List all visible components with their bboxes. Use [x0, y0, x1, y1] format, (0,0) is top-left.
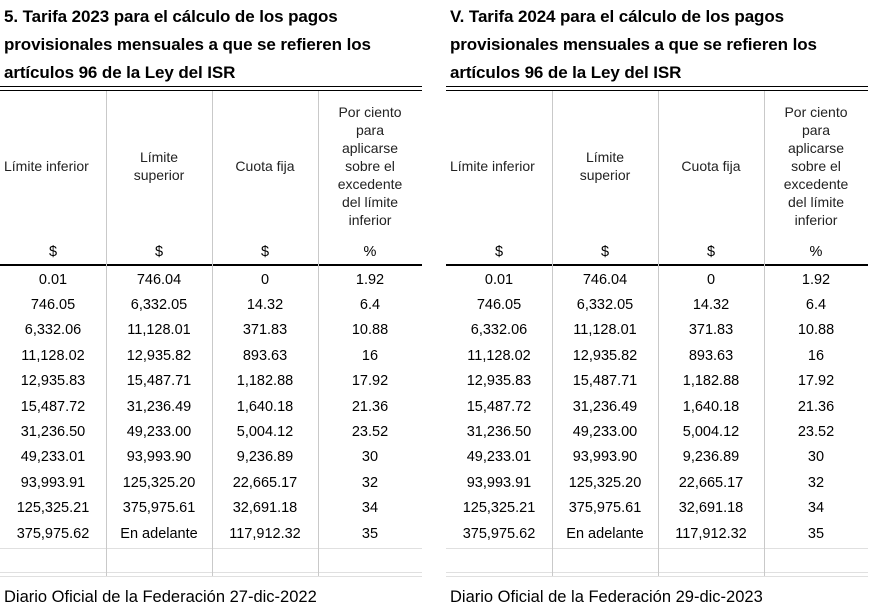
table-cell-cuota-fija: 371.83 [688, 322, 734, 339]
table-cell-limite-superior: 125,325.20 [568, 474, 642, 491]
table-cell-limite-superior: En adelante [120, 525, 198, 542]
table-cell-por-ciento: 6.4 [805, 297, 827, 314]
source-footer: Diario Oficial de la Federación 29-dic-2023 [450, 588, 763, 606]
unit-limite-inferior: $ [494, 244, 504, 260]
table-cell-limite-inferior: 6,332.06 [470, 322, 528, 339]
table-cell-limite-superior: 12,935.82 [572, 347, 638, 364]
table-cell-por-ciento: 21.36 [797, 398, 835, 415]
table-cell-por-ciento: 10.88 [351, 322, 389, 339]
header-limite-inferior: Límite inferior [4, 157, 89, 174]
table-cell-limite-inferior: 15,487.72 [20, 398, 86, 415]
table-cell-limite-inferior: 12,935.83 [20, 373, 86, 390]
table-cell-limite-superior: 15,487.71 [126, 373, 192, 390]
tarifa-2024-panel [446, 0, 868, 610]
table-cell-limite-superior: En adelante [566, 525, 644, 542]
source-footer: Diario Oficial de la Federación 27-dic-2022 [4, 588, 317, 606]
table-cell-cuota-fija: 14.32 [692, 297, 730, 314]
unit-limite-inferior: $ [48, 244, 58, 260]
unit-limite-superior: $ [600, 244, 610, 260]
unit-por-ciento: % [363, 244, 377, 260]
table-cell-limite-superior: 31,236.49 [126, 398, 192, 415]
table-cell-cuota-fija: 0 [706, 271, 716, 288]
table-cell-limite-inferior: 49,233.01 [466, 449, 532, 466]
table-cell-por-ciento: 30 [361, 449, 379, 466]
table-cell-por-ciento: 1.92 [355, 271, 385, 288]
table-cell-limite-superior: 375,975.61 [568, 500, 642, 517]
table-cell-cuota-fija: 9,236.89 [682, 449, 740, 466]
grid-line [446, 576, 868, 577]
table-cell-cuota-fija: 893.63 [242, 347, 288, 364]
table-cell-por-ciento: 17.92 [797, 373, 835, 390]
table-cell-por-ciento: 21.36 [351, 398, 389, 415]
table-cell-cuota-fija: 14.32 [246, 297, 284, 314]
header-cuota-fija: Cuota fija [681, 157, 741, 174]
table-cell-cuota-fija: 1,640.18 [682, 398, 740, 415]
table-cell-cuota-fija: 117,912.32 [675, 525, 747, 542]
grid-line [0, 576, 422, 577]
table-cell-limite-superior: 93,993.90 [126, 449, 192, 466]
table-cell-limite-inferior: 0.01 [484, 271, 514, 288]
table-cell-limite-inferior: 746.05 [30, 297, 76, 314]
grid-line [0, 572, 422, 573]
table-cell-por-ciento: 17.92 [351, 373, 389, 390]
table-cell-cuota-fija: 9,236.89 [236, 449, 294, 466]
table-cell-limite-inferior: 0.01 [38, 271, 68, 288]
table-title: V. Tarifa 2024 para el cálculo de los pagos provisionales mensuales a que se refieren los artículos 96 de la Ley del ISR [450, 7, 817, 82]
table-cell-limite-inferior: 375,975.62 [16, 525, 90, 542]
unit-cuota-fija: $ [706, 244, 716, 260]
table-cell-limite-inferior: 49,233.01 [20, 449, 86, 466]
table-cell-por-ciento: 35 [361, 525, 379, 542]
table-cell-limite-superior: 12,935.82 [126, 347, 192, 364]
table-cell-cuota-fija: 1,182.88 [236, 373, 294, 390]
table-cell-limite-inferior: 31,236.50 [20, 424, 86, 441]
table-cell-limite-inferior: 125,325.21 [16, 500, 90, 517]
table-cell-limite-inferior: 746.05 [476, 297, 522, 314]
table-cell-por-ciento: 23.52 [351, 424, 389, 441]
table-cell-limite-inferior: 12,935.83 [466, 373, 532, 390]
table-cell-por-ciento: 32 [807, 474, 825, 491]
table-cell-por-ciento: 16 [361, 347, 379, 364]
header-limite-superior: Límite superior [133, 148, 185, 183]
grid-line [446, 548, 868, 549]
table-title: 5. Tarifa 2023 para el cálculo de los pagos provisionales mensuales a que se refieren los artículos 96 de la Ley del ISR [4, 7, 371, 82]
table-cell-cuota-fija: 0 [260, 271, 270, 288]
table-cell-limite-superior: 125,325.20 [122, 474, 196, 491]
table-cell-limite-superior: 31,236.49 [572, 398, 638, 415]
table-cell-cuota-fija: 22,665.17 [232, 474, 298, 491]
header-limite-superior: Límite superior [579, 148, 631, 183]
table-cell-limite-inferior: 375,975.62 [462, 525, 536, 542]
table-cell-cuota-fija: 117,912.32 [229, 525, 301, 542]
table-cell-por-ciento: 35 [807, 525, 825, 542]
rule [0, 264, 422, 266]
table-cell-limite-superior: 746.04 [582, 271, 628, 288]
grid-line [0, 548, 422, 549]
table-cell-limite-inferior: 93,993.91 [466, 474, 532, 491]
header-por-ciento: Por ciento para aplicarse sobre el excedente del límite inferior [337, 103, 403, 228]
table-cell-cuota-fija: 1,182.88 [682, 373, 740, 390]
table-cell-limite-inferior: 31,236.50 [466, 424, 532, 441]
header-cuota-fija: Cuota fija [235, 157, 295, 174]
table-cell-cuota-fija: 32,691.18 [232, 500, 298, 517]
unit-por-ciento: % [809, 244, 823, 260]
table-cell-cuota-fija: 371.83 [242, 322, 288, 339]
table-cell-cuota-fija: 32,691.18 [678, 500, 744, 517]
table-cell-limite-superior: 11,128.01 [127, 322, 191, 339]
table-cell-por-ciento: 1.92 [801, 271, 831, 288]
table-cell-limite-inferior: 11,128.02 [21, 347, 85, 364]
rule [446, 86, 868, 87]
table-cell-por-ciento: 34 [807, 500, 825, 517]
table-cell-limite-superior: 375,975.61 [122, 500, 196, 517]
rule [0, 86, 422, 87]
table-cell-cuota-fija: 22,665.17 [678, 474, 744, 491]
table-cell-por-ciento: 10.88 [797, 322, 835, 339]
table-cell-limite-superior: 15,487.71 [572, 373, 638, 390]
table-cell-cuota-fija: 893.63 [688, 347, 734, 364]
table-cell-limite-superior: 49,233.00 [126, 424, 192, 441]
table-cell-cuota-fija: 5,004.12 [236, 424, 294, 441]
table-cell-limite-superior: 93,993.90 [572, 449, 638, 466]
table-cell-cuota-fija: 1,640.18 [236, 398, 294, 415]
header-por-ciento: Por ciento para aplicarse sobre el excedente del límite inferior [783, 103, 849, 228]
table-cell-por-ciento: 32 [361, 474, 379, 491]
unit-cuota-fija: $ [260, 244, 270, 260]
table-cell-por-ciento: 30 [807, 449, 825, 466]
table-cell-limite-superior: 6,332.05 [576, 297, 634, 314]
table-cell-limite-inferior: 125,325.21 [462, 500, 536, 517]
tarifa-2023-panel [0, 0, 422, 610]
table-cell-limite-inferior: 11,128.02 [467, 347, 531, 364]
table-cell-limite-superior: 6,332.05 [130, 297, 188, 314]
unit-limite-superior: $ [154, 244, 164, 260]
header-limite-inferior: Límite inferior [450, 157, 535, 174]
table-cell-limite-inferior: 93,993.91 [20, 474, 86, 491]
table-cell-limite-superior: 11,128.01 [573, 322, 637, 339]
table-cell-limite-superior: 49,233.00 [572, 424, 638, 441]
grid-line [446, 572, 868, 573]
table-cell-por-ciento: 6.4 [359, 297, 381, 314]
rule [446, 264, 868, 266]
table-cell-limite-superior: 746.04 [136, 271, 182, 288]
table-cell-por-ciento: 23.52 [797, 424, 835, 441]
table-cell-por-ciento: 34 [361, 500, 379, 517]
table-cell-limite-inferior: 6,332.06 [24, 322, 82, 339]
table-cell-limite-inferior: 15,487.72 [466, 398, 532, 415]
table-cell-por-ciento: 16 [807, 347, 825, 364]
table-cell-cuota-fija: 5,004.12 [682, 424, 740, 441]
